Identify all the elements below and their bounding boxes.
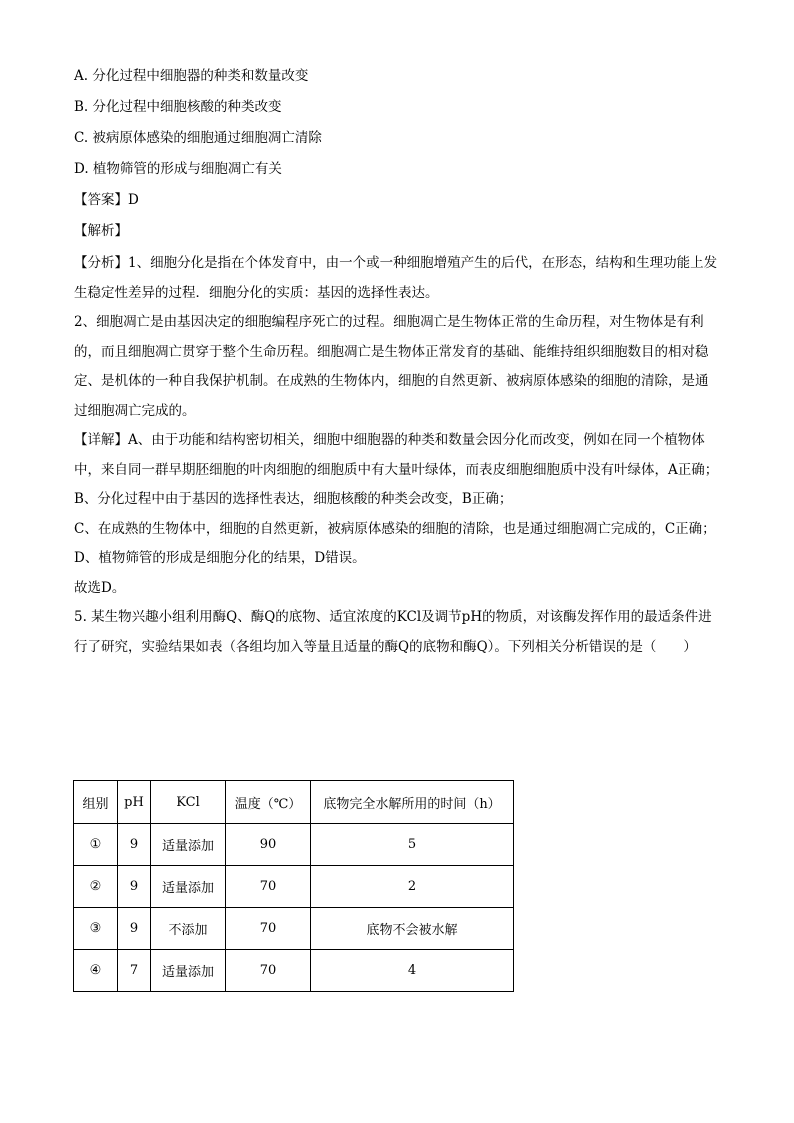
table-cell: 70 (226, 908, 311, 950)
table-cell: ③ (74, 908, 118, 950)
table-row (74, 866, 514, 908)
answer: 【答案】D (74, 192, 139, 208)
option-d: D. 植物筛管的形成与细胞凋亡有关 (74, 161, 282, 177)
detail-paragraph: C、在成熟的生物体中，细胞的自然更新，被病原体感染的细胞的清除，也是通过细胞凋亡完成的，C正确； (74, 520, 716, 537)
table-row (74, 824, 514, 866)
table-cell: 9 (118, 824, 151, 866)
table-header: KCl (151, 781, 226, 824)
table-cell: 9 (118, 866, 151, 908)
table-cell: 70 (226, 866, 311, 908)
table-cell: ② (74, 866, 118, 908)
detail-paragraph: D、植物筛管的形成是细胞分化的结果，D错误。 (74, 550, 366, 566)
results-table (73, 780, 514, 992)
table-row (74, 908, 514, 950)
conclusion: 故选D。 (74, 579, 126, 596)
table-cell: 适量添加 (151, 950, 226, 992)
analysis-body (74, 249, 719, 662)
option-a: A. 分化过程中细胞器的种类和数量改变 (74, 68, 309, 84)
table-cell: 底物不会被水解 (311, 908, 514, 950)
table-cell: 不添加 (151, 908, 226, 950)
table-cell: 7 (118, 950, 151, 992)
table-cell: 4 (311, 950, 514, 992)
option-c: C. 被病原体感染的细胞通过细胞凋亡清除 (74, 130, 322, 146)
analysis-paragraph: 【分析】1、细胞分化是指在个体发育中，由一个或一种细胞增殖产生的后代，在形态，结构和生理功能上发生稳定性差异的过程．细胞分化的实质：基因的选择性表达。 (74, 255, 718, 301)
table-cell: ④ (74, 950, 118, 992)
table-cell: 5 (311, 824, 514, 866)
table-header: pH (118, 781, 151, 824)
table-cell: 适量添加 (151, 824, 226, 866)
detail-paragraph: 【详解】A、由于功能和结构密切相关，细胞中细胞器的种类和数量会因分化而改变，例如在同一个植物体中，来自同一群早期胚细胞的叶肉细胞的细胞质中有大量叶绿体，而表皮细胞细胞质中没有叶绿体，A正确； (74, 432, 719, 478)
table-header-row (74, 781, 514, 824)
table-cell: 适量添加 (151, 866, 226, 908)
table-row (74, 950, 514, 992)
table-header: 温度（℃） (226, 781, 311, 824)
table-cell: 9 (118, 908, 151, 950)
table-cell: 90 (226, 824, 311, 866)
table-cell: ① (74, 824, 118, 866)
table-cell: 2 (311, 866, 514, 908)
analysis-heading: 【解析】 (74, 223, 128, 239)
table-cell: 70 (226, 950, 311, 992)
analysis-paragraph: 2、细胞凋亡是由基因决定的细胞编程序死亡的过程。细胞凋亡是生物体正常的生命历程，对生物体是有利的，而且细胞凋亡贯穿于整个生命历程。细胞凋亡是生物体正常发育的基础、能维持组织细胞数目的相对稳定、是机体的一种自我保护机制。在成熟的生物体内，细胞的自然更新、被病原体感染的细胞的清除，是通过细胞凋亡完成的。 (74, 314, 709, 419)
option-b: B. 分化过程中细胞核酸的种类改变 (74, 99, 282, 115)
detail-paragraph: B、分化过程中由于基因的选择性表达，细胞核酸的种类会改变，B正确； (74, 491, 513, 507)
table-header: 组别 (74, 781, 118, 824)
question-5: 5. 某生物兴趣小组利用酶Q、酶Q的底物、适宜浓度的KCl及调节pH的物质，对该酶发挥作用的最适条件进行了研究，实验结果如表（各组均加入等量且适量的酶Q的底物和酶Q）。下列相关分析错误的是（ ） (74, 609, 712, 655)
table-header: 底物完全水解所用的时间（h） (311, 781, 514, 824)
